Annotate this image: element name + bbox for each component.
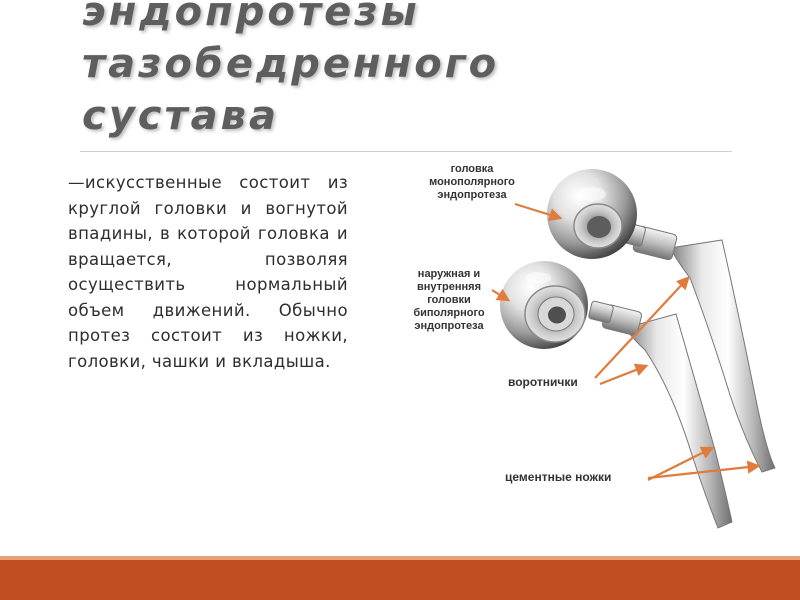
hip-prosthesis-illustration [380,150,800,550]
title-line-2: тазобедренного [82,41,500,87]
prosthesis-drawing [380,150,800,550]
monopolar-head [547,169,637,259]
slide-title [82,0,499,142]
footer-band [0,556,800,600]
label-bipolar-heads: наружная и внутренняя головки биполярного эндопротеза [413,268,485,332]
title-line-1: эндопротезы [82,0,420,35]
label-collars: воротнички [508,375,578,389]
label-cement-stems: цементные ножки [505,470,612,484]
body-text: —искусственные состоит из круглой головки и вогнутой впадины, в которой головка и вращается, позволяя осуществить нормальный объем движений. Обычно протез состоит из ножки, головки, чашки и вкладыша. [68,173,348,371]
title-line-3: сустава [82,93,279,139]
label-monopolar-head: головка монополярного эндопротеза [429,163,515,201]
bipolar-heads [500,261,588,349]
